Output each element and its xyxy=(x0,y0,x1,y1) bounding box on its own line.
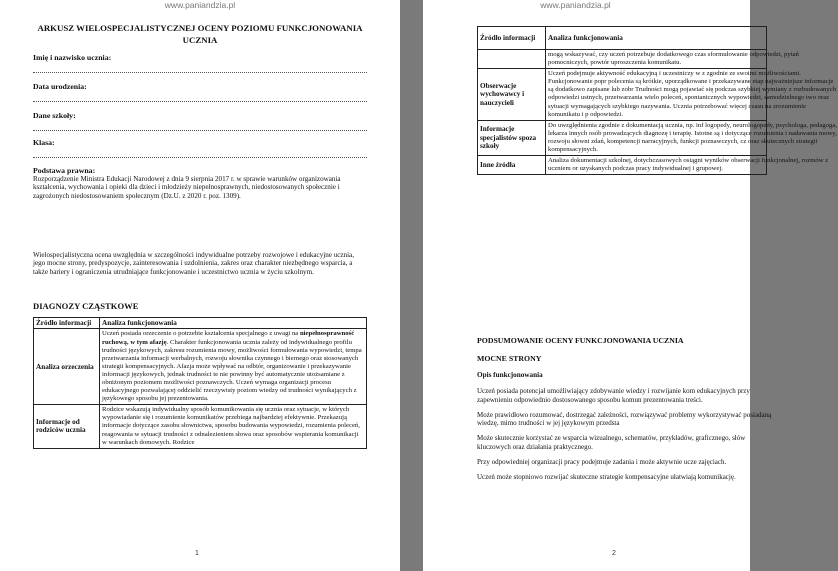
table-header-row xyxy=(34,318,367,329)
row-analysis-text xyxy=(546,156,829,175)
analysis-text: mogą wskazywać, czy uczeń potrzebuje dodatkowego czas sformułowanie odpowiedzi, pytań pomocniczych, powtór uproszczenia komunikatu. xyxy=(548,51,799,67)
field-student-name xyxy=(33,53,367,73)
legal-basis xyxy=(33,166,367,200)
page2-table-clip xyxy=(477,26,838,336)
analysis-text: Uczeń podejmuje aktywność edukacyjną i uczestniczy w z zgodnie ze swoimi możliwościami. Funkcjonowanie popr polecenia są krótkie, uporządkowane i przekazywane etap najważniejsze informacje są dodatkowo zapisane lub zobr Trudności mogą pojawiać się podczas szybkiej wymiany z rozbudowanych odpowiedzi ustnych, przetwarzania wielo poleceń, spontanicznych wypowiedzi, samodzielnego two oraz sytuacji wymagających szybkiego nazywania. Ucznia potrzebować więcej czasu na zrozumienie komunikatu i p odpowiedzi. xyxy=(548,70,837,118)
legal-heading: Podstawa prawna: xyxy=(33,166,96,175)
dotted-fill-line xyxy=(33,122,367,131)
dotted-fill-line xyxy=(33,149,367,158)
description-heading: Opis funkcjonowania xyxy=(477,371,543,379)
paragraph: Przy odpowiedniej organizacji pracy podejmuje zadania i może aktywnie ucze zajęciach. xyxy=(477,457,727,466)
header-analysis: Analiza funkcjonowania xyxy=(546,27,767,50)
table-row xyxy=(478,69,767,121)
diagnoses-table-page2 xyxy=(477,26,838,175)
table-row xyxy=(478,120,767,155)
paragraph: Uczeń może stopniowo rozwijać skuteczne strategie kompensacyjne ułatwiają komunikację. xyxy=(477,472,736,481)
paragraph: Może prawidłowo rozumować, dostrzegać zależności, rozwiązywać problemy wykorzystywać posiadaną wiedzę, mimo trudności w jej językowym przedsta xyxy=(477,410,772,428)
row-analysis-text: Rodzice wskazują indywidualny sposób komunikowania się ucznia oraz sytuacje, w których wypowiadanie się i rozumienie komunikatów przebiega najbardziej efektywnie. Przekazują informacje dotyczące zasobu słownictwa, sposobu budowania wypowiedzi, rozumienia poleceń, reagowania w sytuacji trudności z odnalezieniem słowa oraz sposobów wspierania komunikacji w warunkach domowych. Rodzice xyxy=(100,405,367,448)
intro-paragraph: Wielospecjalistyczna ocena uwzględnia w szczególności indywidualne potrzeby rozwojowe i edukacyjne ucznia, jego mocne strony, predyspozycje, zainteresowania i uzdolnienia, zakres oraz charakter niezbędnego wsparcia, a także bariery i ograniczenia utrudniające funkcjonowanie i uczestnictwo ucznia w życiu szkolnym. xyxy=(33,251,354,276)
field-label: Data urodzenia: xyxy=(33,82,87,91)
table-row xyxy=(478,50,767,69)
field-class xyxy=(33,138,367,158)
document-title: ARKUSZ WIELOSPECJALISTYCZNEJ OCENY POZIOMU FUNKCJONOWANIA UCZNIA xyxy=(37,23,363,45)
row-analysis-text xyxy=(546,50,799,69)
header-analysis: Analiza funkcjonowania xyxy=(100,318,367,329)
row-source-label: Analiza orzeczenia xyxy=(34,329,100,405)
dotted-fill-line xyxy=(33,64,367,73)
row-source-label: Inne źródła xyxy=(478,156,546,175)
paragraph: Może skutecznie korzystać ze wsparcia wizualnego, schematów, przykładów, graficznego, słów kluczowych oraz działania praktycznego. xyxy=(477,434,746,451)
analysis-text: Analiza dokumentacji szkolnej, dotychczasowych osiągni wyników obserwacji funkcjonalnej, rozmów z uczniem or uzyskanych podczas pracy indywidualnej i grupowej. xyxy=(548,157,829,173)
field-label: Dane szkoły: xyxy=(33,111,76,120)
site-watermark: www.paniandzia.pl xyxy=(540,0,611,10)
analysis-text-bold: niepełnosprawność ruchową, w tym afazję xyxy=(102,330,355,346)
site-watermark: www.paniandzia.pl xyxy=(164,0,236,10)
analysis-text: Do uwzględnienia zgodnie z dokumentacją ucznia, np. inf logopedy, neurologopedy, psychologa, pedagoga, lekarza innych osób prowadzących diagnozę i terapię. Istotne są i dotyczące rozumienia i nadawania mowy, rozwoju słowni zdań, kompetencji narracyjnych, funkcji poznawczych, cz oraz skutecznych strategii kompensacyjnych. xyxy=(548,121,838,154)
row-analysis-text xyxy=(100,329,367,405)
field-label: Imię i nazwisko ucznia: xyxy=(33,53,112,62)
row-analysis-text xyxy=(546,120,838,155)
summary-heading: PODSUMOWANIE OCENY FUNKCJONOWANIA UCZNIA xyxy=(477,336,684,345)
field-school-data xyxy=(33,111,367,131)
row-analysis-text xyxy=(546,69,837,121)
page-number: 2 xyxy=(612,550,616,557)
row-source-label: Informacje od rodziców ucznia xyxy=(34,405,100,448)
row-source-label-empty xyxy=(478,50,546,69)
paragraph: Uczeń posiada potencjał umożliwiający zdobywanie wiedzy i rozwijanie kom edukacyjnych przy zapewnieniu odpowiednio dostosowanego sposobu komun prezentowania treści. xyxy=(477,387,750,404)
table-row xyxy=(478,156,767,175)
header-source: Źródło informacji xyxy=(478,27,546,50)
row-source-label: Informacje specjalistów spoza szkoły xyxy=(478,120,546,155)
analysis-text-part: . Charakter funkcjonowania ucznia zależy od indywidualnego profilu trudności językowych, zakresu rozumienia mowy, możliwości formułowania wypowiedzi, tempa przetwarzania informacji werbalnych, rozwoju słownika czynnego i biernego oraz stosowanych strategii kompensacyjnych. Afazja może wpływać na odbiór, organizowanie i przekazywanie informacji językowych, jednak trudności te nie powinny być automatycznie utożsamiane z obniżonym poziomem możliwości poznawczych. Uczeń wymaga organizacji procesu edukacyjnego pozwalającej oddzielić rzeczywisty poziom wiedzy od trudności wynikających z językowego sposobu jej prezentowania. xyxy=(102,338,362,403)
analysis-text-part: Uczeń posiada orzeczenie o potrzebie kształcenia specjalnego z uwagi na xyxy=(102,330,300,338)
page-number: 1 xyxy=(195,550,199,557)
header-source: Źródło informacji xyxy=(34,318,100,329)
document-page-1 xyxy=(0,0,400,571)
legal-text: Rozporządzenie Ministra Edukacji Narodowej z dnia 9 sierpnia 2017 r. w sprawie warunków organizowania kształcenia, wychowania i opieki dla dzieci i młodzieży niepełnosprawnych, niedostosowanych społecznie i zagrożonych niedostosowaniem społecznym (Dz.U. z 2020 r. poz. 1309). xyxy=(33,175,341,200)
diagnoses-table-page1 xyxy=(33,317,367,449)
row-source-label: Obserwacje wychowawcy i nauczycieli xyxy=(478,69,546,121)
table-row xyxy=(34,329,367,405)
table-header-row xyxy=(478,27,767,50)
page2-summary-section xyxy=(477,336,772,536)
strengths-heading: MOCNE STRONY xyxy=(477,354,542,363)
field-birth-date xyxy=(33,82,367,102)
section-heading-partial-diagnoses: DIAGNOZY CZĄSTKOWE xyxy=(33,301,139,311)
field-label: Klasa: xyxy=(33,138,55,147)
table-row xyxy=(34,405,367,448)
dotted-fill-line xyxy=(33,93,367,102)
